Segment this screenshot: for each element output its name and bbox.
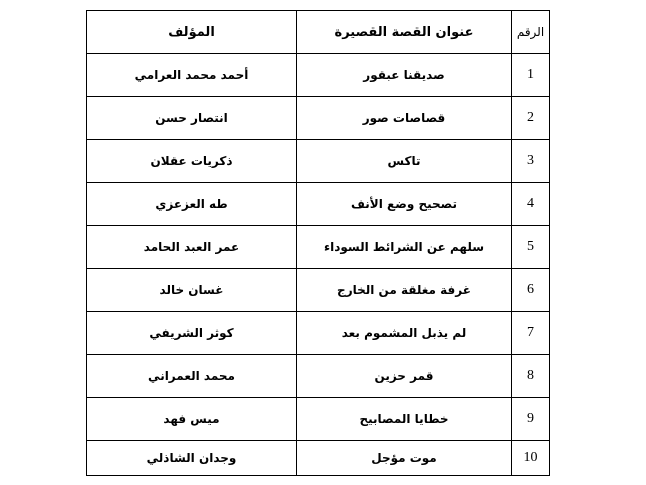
title-column-header: عنوان القصة القصيرة bbox=[297, 11, 512, 54]
number-cell: 7 bbox=[512, 312, 550, 355]
author-cell: ذكريات عقلان bbox=[87, 140, 297, 183]
author-cell: محمد العمراني bbox=[87, 355, 297, 398]
author-column-header: المؤلف bbox=[87, 11, 297, 54]
table-row bbox=[87, 183, 550, 226]
table-row bbox=[87, 441, 550, 476]
title-cell: قصاصات صور bbox=[297, 97, 512, 140]
table-row bbox=[87, 312, 550, 355]
header-row bbox=[87, 11, 550, 54]
author-cell: كوثر الشريفي bbox=[87, 312, 297, 355]
author-cell: انتصار حسن bbox=[87, 97, 297, 140]
author-cell: ميس فهد bbox=[87, 398, 297, 441]
title-cell: تاكس bbox=[297, 140, 512, 183]
author-cell: غسان خالد bbox=[87, 269, 297, 312]
title-cell: غرفة مغلقة من الخارج bbox=[297, 269, 512, 312]
author-cell: طه العزعزي bbox=[87, 183, 297, 226]
title-cell: خطايا المصابيح bbox=[297, 398, 512, 441]
number-cell: 3 bbox=[512, 140, 550, 183]
number-cell: 1 bbox=[512, 54, 550, 97]
table-row bbox=[87, 97, 550, 140]
table-row bbox=[87, 140, 550, 183]
table-row bbox=[87, 226, 550, 269]
number-cell: 8 bbox=[512, 355, 550, 398]
author-cell: وجدان الشاذلي bbox=[87, 441, 297, 476]
title-cell: لم يذبل المشموم بعد bbox=[297, 312, 512, 355]
stories-table bbox=[86, 10, 550, 476]
number-column-header: الرقم bbox=[512, 11, 550, 54]
table-row bbox=[87, 269, 550, 312]
title-cell: موت مؤجل bbox=[297, 441, 512, 476]
title-cell: تصحيح وضع الأنف bbox=[297, 183, 512, 226]
number-cell: 6 bbox=[512, 269, 550, 312]
number-cell: 5 bbox=[512, 226, 550, 269]
table-row bbox=[87, 54, 550, 97]
number-cell: 9 bbox=[512, 398, 550, 441]
number-cell: 4 bbox=[512, 183, 550, 226]
title-cell: صديقنا عبقور bbox=[297, 54, 512, 97]
title-cell: سلهم عن الشرائط السوداء bbox=[297, 226, 512, 269]
table-row bbox=[87, 355, 550, 398]
author-cell: أحمد محمد العرامي bbox=[87, 54, 297, 97]
author-cell: عمر العبد الحامد bbox=[87, 226, 297, 269]
number-cell: 2 bbox=[512, 97, 550, 140]
table-row bbox=[87, 398, 550, 441]
number-cell: 10 bbox=[512, 441, 550, 476]
title-cell: قمر حزين bbox=[297, 355, 512, 398]
